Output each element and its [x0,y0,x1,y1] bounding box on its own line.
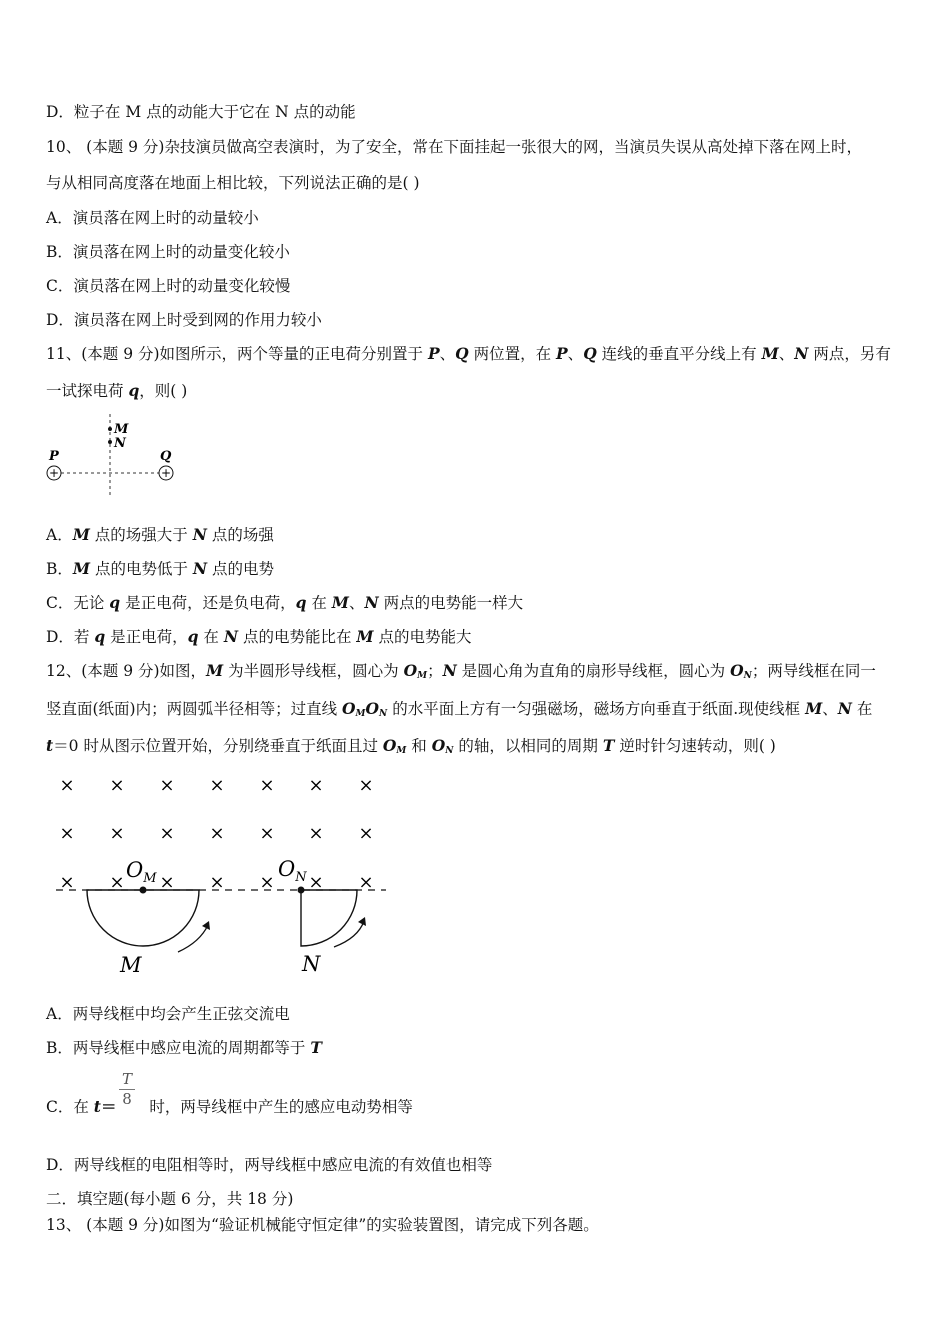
charge-q-sign: + [160,466,172,480]
magnetic-field-crosses [59,775,373,893]
field-cross: × [159,775,175,796]
rotation-arrow-n [334,921,364,947]
field-cross: × [109,872,125,893]
field-cross: × [259,823,275,844]
q11-stem-line2: 一试探电荷 q，则( ) [46,381,188,400]
label-frame-m: M [120,953,142,977]
q10-option-d: D．演员落在网上时受到网的作用力较小 [46,311,322,329]
field-cross: × [109,775,125,796]
field-cross: × [308,872,324,893]
q12-stem-line2: 竖直面(纸面)内；两圆弧半径相等；过直线 $O_MO_N$ 的水平面上方有一匀强磁场，磁场方向垂直于纸面.现使线框 M、N 在 [46,699,873,719]
q11-option-c: C．无论 q 是正电荷，还是负电荷，q 在 M、N 两点的电势能一样大 [46,593,524,612]
q11-charge-figure [40,410,190,502]
q11-option-b: B．M 点的电势低于 N 点的电势 [46,559,275,578]
label-om: $O_M$ [126,858,157,886]
field-cross: × [59,872,75,893]
q10-option-a: A．演员落在网上时的动量较小 [46,209,259,227]
section-2-title: 二．填空题(每小题 6 分，共 18 分) [46,1190,294,1208]
field-cross: × [159,872,175,893]
q12-magnetic-field-figure [50,768,400,983]
label-m: M [114,422,129,437]
field-cross: × [59,823,75,844]
field-cross: × [209,823,225,844]
field-cross: × [59,775,75,796]
q10-option-c: C．演员落在网上时的动量变化较慢 [46,277,291,295]
q10-option-b: B．演员落在网上时的动量变化较小 [46,243,290,261]
sector-frame-n [301,890,357,946]
q12-option-a: A．两导线框中均会产生正弦交流电 [46,1005,290,1023]
q13-stem: 13、 (本题 9 分)如图为“验证机械能守恒定律”的实验装置图，请完成下列各题。 [46,1216,599,1234]
label-n: N [114,436,126,451]
charge-p-sign: + [48,466,60,480]
field-cross: × [308,823,324,844]
q12-option-d: D．两导线框的电阻相等时，两导线框中感应电流的有效值也相等 [46,1156,493,1174]
label-q: Q [160,449,172,464]
field-cross: × [308,775,324,796]
point-m-dot [108,427,112,431]
q11-option-a: A．M 点的场强大于 N 点的场强 [46,525,274,544]
q10-stem-line1: 10、 (本题 9 分)杂技演员做高空表演时，为了安全，常在下面挂起一张很大的网，当演员失误从高处掉下落在网上时， [46,138,862,156]
semicircle-frame-m [87,890,199,946]
field-cross: × [109,823,125,844]
point-n-dot [108,440,112,444]
field-cross: × [358,823,374,844]
q12-stem-line3: t＝0 时从图示位置开始，分别绕垂直于纸面且过 $O_M$ 和 $O_N$ 的轴，以相同的周期 T 逆时针匀速转动，则( ) [46,736,776,756]
field-cross: × [259,872,275,893]
field-cross: × [358,872,374,893]
field-cross: × [209,872,225,893]
field-cross: × [209,775,225,796]
fraction-denominator: 8 [122,1090,132,1108]
q10-stem-line2: 与从相同高度落在地面上相比较，下列说法正确的是( ) [46,174,420,192]
q11-stem-line1: 11、(本题 9 分)如图所示，两个等量的正电荷分别置于 P、Q 两位置，在 P、Q 连线的垂直平分线上有 M、N 两点，另有 [46,344,891,363]
label-frame-n: N [302,952,321,976]
field-cross: × [159,823,175,844]
q12-stem-line1: 12、(本题 9 分)如图，M 为半圆形导线框，圆心为 $O_M$；N 是圆心角为直角的扇形导线框，圆心为 $O_N$；两导线框在同一 [46,661,876,681]
field-cross: × [358,775,374,796]
label-on: $O_N$ [278,857,307,885]
label-p: P [49,449,59,464]
center-om-dot [140,887,147,894]
q12-option-b: B．两导线框中感应电流的周期都等于 T [46,1038,322,1057]
q9-option-d: D．粒子在 M 点的动能大于它在 N 点的动能 [46,103,356,121]
field-cross: × [259,775,275,796]
q11-option-d: D．若 q 是正电荷，q 在 N 点的电势能比在 M 点的电势能大 [46,627,472,646]
fraction-numerator: T [121,1070,132,1088]
q12-option-c: C．在 t＝ 时，两导线框中产生的感应电动势相等 [46,1097,413,1116]
center-on-dot [298,887,305,894]
